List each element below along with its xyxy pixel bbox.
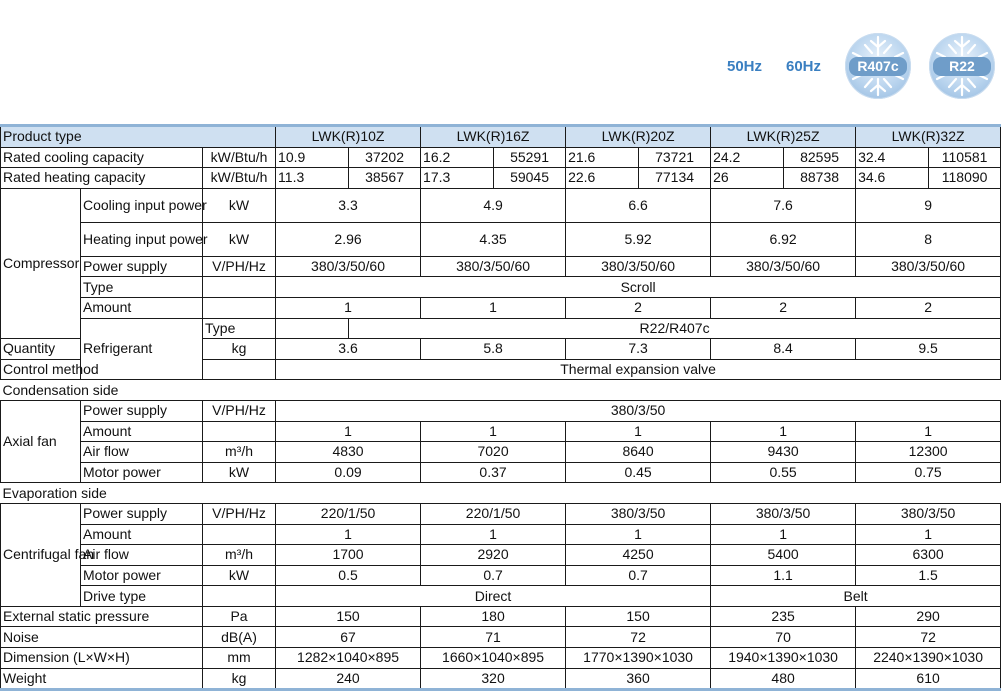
value-cell: 8640 [566,442,711,463]
value-cell: Direct [276,586,711,607]
row-label: Motor power [81,565,203,586]
value-cell: 110581 [929,147,1001,168]
model-header: LWK(R)20Z [566,126,711,148]
value-cell: 72 [566,627,711,648]
row-label: Quantity [1,339,81,360]
value-cell: 220/1/50 [276,503,421,524]
value-cell: 380/3/50 [711,503,856,524]
value-cell: 10.9 [276,147,349,168]
value-cell: 1940×1390×1030 [711,648,856,669]
frequency-60hz-label: 60Hz [786,58,822,75]
unit-cell: mm [203,648,276,669]
value-cell: 11.3 [276,168,349,189]
frequency-50hz-label: 50Hz [727,58,763,75]
row-label: Amount [81,524,203,545]
row-label: Dimension (L×W×H) [1,648,203,669]
value-cell: 9.5 [856,339,1001,360]
value-cell: Scroll [276,277,1001,298]
value-cell: 0.37 [421,462,566,483]
table-row [1,627,1001,648]
row-label: Amount [81,297,203,318]
unit-cell [203,297,276,318]
row-label: Air flow [81,545,203,566]
unit-cell: V/PH/Hz [203,400,276,421]
value-cell: 4.35 [421,222,566,256]
value-cell: 77134 [639,168,711,189]
value-cell: 0.55 [711,462,856,483]
value-cell: 34.6 [856,168,929,189]
value-cell: 180 [421,606,566,627]
unit-cell: kW [203,462,276,483]
table-row [1,668,1001,690]
value-cell: 1 [856,524,1001,545]
table-row [1,462,1001,483]
value-cell: 320 [421,668,566,690]
table-row [1,421,1001,442]
value-cell: 70 [711,627,856,648]
value-cell: 0.45 [566,462,711,483]
value-cell: 150 [566,606,711,627]
group-label-refrigerant: Refrigerant [81,318,203,380]
value-cell: 4250 [566,545,711,566]
row-label: Motor power [81,462,203,483]
unit-cell: kW/Btu/h [203,168,276,189]
value-cell: 7020 [421,442,566,463]
value-cell: 24.2 [711,147,784,168]
table-row [1,222,1001,256]
value-cell: 7.6 [711,188,856,222]
value-cell: 59045 [494,168,566,189]
row-label: Air flow [81,442,203,463]
value-cell: 73721 [639,147,711,168]
value-cell: 5.92 [566,222,711,256]
unit-cell [276,318,349,339]
table-row [1,168,1001,189]
model-header: LWK(R)25Z [711,126,856,148]
value-cell: 32.4 [856,147,929,168]
unit-cell: m³/h [203,442,276,463]
value-cell: 380/3/50/60 [856,256,1001,277]
value-cell: 1770×1390×1030 [566,648,711,669]
value-cell: 71 [421,627,566,648]
value-cell: 380/3/50 [276,400,1001,421]
table-row [1,648,1001,669]
row-label: Heating input power [81,222,203,256]
value-cell: 0.09 [276,462,421,483]
value-cell: 5400 [711,545,856,566]
row-label: Weight [1,668,203,690]
row-label: Power supply [81,503,203,524]
value-cell: Belt [711,586,1001,607]
section-row [1,483,1001,504]
value-cell: 118090 [929,168,1001,189]
value-cell: 1 [421,421,566,442]
value-cell: 9430 [711,442,856,463]
value-cell: 4830 [276,442,421,463]
value-cell: Thermal expansion valve [276,359,1001,380]
table-row [1,565,1001,586]
unit-cell: dB(A) [203,627,276,648]
value-cell: 220/1/50 [421,503,566,524]
value-cell: 610 [856,668,1001,690]
unit-cell: kg [203,668,276,690]
refrigerant-r22-badge [929,33,995,99]
value-cell: 21.6 [566,147,639,168]
unit-cell [203,421,276,442]
value-cell: 480 [711,668,856,690]
table-row [1,606,1001,627]
unit-cell: kW/Btu/h [203,147,276,168]
value-cell: 0.7 [421,565,566,586]
value-cell: 235 [711,606,856,627]
value-cell: 360 [566,668,711,690]
header-row [1,126,1001,148]
page-header [0,0,1000,120]
value-cell: 55291 [494,147,566,168]
value-cell: 7.3 [566,339,711,360]
unit-cell: V/PH/Hz [203,503,276,524]
table-row [1,256,1001,277]
value-cell: 88738 [784,168,856,189]
value-cell: 3.3 [276,188,421,222]
value-cell: 82595 [784,147,856,168]
value-cell: 1 [276,297,421,318]
value-cell: 6300 [856,545,1001,566]
unit-cell [203,359,276,380]
value-cell: 1 [711,421,856,442]
row-label: Noise [1,627,203,648]
table-row [1,442,1001,463]
unit-cell: kW [203,222,276,256]
table-row [1,586,1001,607]
row-label: Type [81,277,203,298]
table-row [1,297,1001,318]
unit-cell: kg [203,339,276,360]
value-cell: 2 [566,297,711,318]
value-cell: 380/3/50/60 [566,256,711,277]
value-cell: 0.7 [566,565,711,586]
section-label-condensation: Condensation side [1,380,1001,401]
value-cell: 380/3/50 [856,503,1001,524]
value-cell: 6.6 [566,188,711,222]
refrigerant-r407c-badge [845,33,911,99]
value-cell: 26 [711,168,784,189]
section-row [1,380,1001,401]
value-cell: 1 [856,421,1001,442]
unit-cell: Pa [203,606,276,627]
value-cell: 380/3/50/60 [711,256,856,277]
value-cell: 380/3/50 [566,503,711,524]
row-label: Rated heating capacity [1,168,203,189]
value-cell: 3.6 [276,339,421,360]
section-label-evaporation: Evaporation side [1,483,1001,504]
row-label: Type [203,318,276,339]
value-cell: 240 [276,668,421,690]
value-cell: R22/R407c [349,318,1001,339]
value-cell: 8.4 [711,339,856,360]
table-row [1,188,1001,222]
value-cell: 22.6 [566,168,639,189]
value-cell: 67 [276,627,421,648]
value-cell: 38567 [349,168,421,189]
row-label: Control method [1,359,81,380]
model-header: LWK(R)32Z [856,126,1001,148]
value-cell: 1 [711,524,856,545]
value-cell: 1700 [276,545,421,566]
value-cell: 1 [421,297,566,318]
table-row [1,147,1001,168]
model-header: LWK(R)10Z [276,126,421,148]
value-cell: 6.92 [711,222,856,256]
value-cell: 8 [856,222,1001,256]
value-cell: 16.2 [421,147,494,168]
unit-cell: V/PH/Hz [203,256,276,277]
value-cell: 0.75 [856,462,1001,483]
table-row [1,503,1001,524]
value-cell: 9 [856,188,1001,222]
value-cell: 17.3 [421,168,494,189]
value-cell: 150 [276,606,421,627]
value-cell: 4.9 [421,188,566,222]
value-cell: 1 [421,524,566,545]
value-cell: 5.8 [421,339,566,360]
value-cell: 1 [566,524,711,545]
table-row [1,277,1001,298]
value-cell: 72 [856,627,1001,648]
row-label: Power supply [81,400,203,421]
value-cell: 2 [856,297,1001,318]
value-cell: 1.5 [856,565,1001,586]
value-cell: 1282×1040×895 [276,648,421,669]
value-cell: 2 [711,297,856,318]
group-label-axial-fan: Axial fan [1,400,81,482]
value-cell: 0.5 [276,565,421,586]
row-label: Amount [81,421,203,442]
table-row [1,318,1001,339]
table-row [1,545,1001,566]
unit-cell [203,586,276,607]
table-row [1,524,1001,545]
row-label: Rated cooling capacity [1,147,203,168]
value-cell: 380/3/50/60 [276,256,421,277]
value-cell: 1660×1040×895 [421,648,566,669]
unit-cell: m³/h [203,545,276,566]
unit-cell [203,277,276,298]
badge-label: R407c [849,57,907,76]
table-row [1,400,1001,421]
value-cell: 37202 [349,147,421,168]
row-label: External static pressure [1,606,203,627]
value-cell: 380/3/50/60 [421,256,566,277]
row-label: Power supply [81,256,203,277]
group-label-compressor: Compressor [1,188,81,338]
row-label: Cooling input power [81,188,203,222]
row-label: Drive type [81,586,203,607]
value-cell: 1 [566,421,711,442]
value-cell: 2.96 [276,222,421,256]
specification-table [0,124,1001,691]
badge-label: R22 [933,57,991,76]
unit-cell [203,524,276,545]
product-type-label: Product type [1,126,276,148]
value-cell: 12300 [856,442,1001,463]
value-cell: 2240×1390×1030 [856,648,1001,669]
value-cell: 290 [856,606,1001,627]
unit-cell: kW [203,188,276,222]
value-cell: 1 [276,524,421,545]
value-cell: 2920 [421,545,566,566]
group-label-centrifugal-fan: Centrifugal fan [1,503,81,606]
unit-cell: kW [203,565,276,586]
value-cell: 1 [276,421,421,442]
value-cell: 1.1 [711,565,856,586]
model-header: LWK(R)16Z [421,126,566,148]
